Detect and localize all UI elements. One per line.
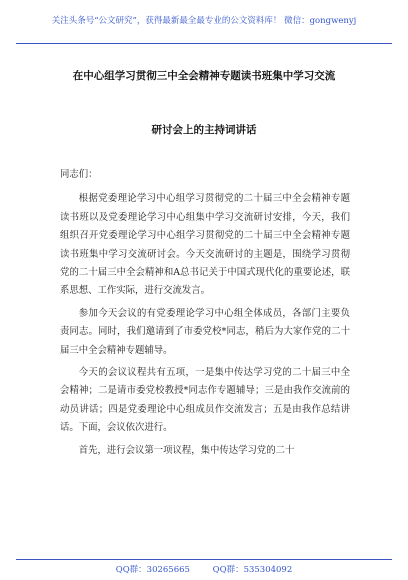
body-paragraph: 首先，进行会议第一项议程，集中传达学习党的二十: [78, 444, 295, 456]
body-paragraph: 根据党委理论学习中心组学习贯彻党的二十届三中全会精神专题读书班以及党委理论学习中心组集中学习交流研讨安排，今天，我们组织召开党委理论学习中心组学习贯彻党的二十届三中全会精神专题读书班集中学习交流研讨会。今天交流研讨的主题是，围绕学习贯彻党的二十届三中全会精神和A总书记关于中国式现代化的重要论述，联系思想、工作实际，进行交流发言。: [60, 193, 350, 297]
footer-qq-group-1: QQ群：30265665: [115, 565, 190, 575]
body-paragraph: 今天的会议议程共有五项，一是集中传达学习党的二十届三中全会精神；二是请市委党校教授*同志作专题辅导；三是由我作交流前的动员讲话；四是党委理论中心组成员作交流发言；五是由我作总结讲话。下面，会议依次进行。: [60, 367, 350, 434]
body-paragraph: 参加今天会议的有党委理论学习中心组全体成员，各部门主要负责同志。同时，我们邀请到了市委党校*同志，稍后为大家作党的二十届三中全会精神专题辅导。: [60, 307, 350, 356]
footer-divider: [16, 559, 392, 560]
document-title-line-2: 研讨会上的主持词讲话: [151, 124, 257, 136]
footer-qq-group-2: QQ群：535304092: [212, 565, 293, 575]
header-divider: [16, 43, 392, 44]
footer: [0, 563, 408, 575]
header-banner: 关注头条号“公文研究”，获得最新最全最专业的公文资料库！ 微信：gongwenyj: [51, 16, 357, 26]
document-body: [60, 166, 350, 460]
document-title-line-1: 在中心组学习贯彻三中全会精神专题读书班集中学习交流: [72, 70, 336, 82]
salutation: 同志们：: [60, 169, 98, 180]
